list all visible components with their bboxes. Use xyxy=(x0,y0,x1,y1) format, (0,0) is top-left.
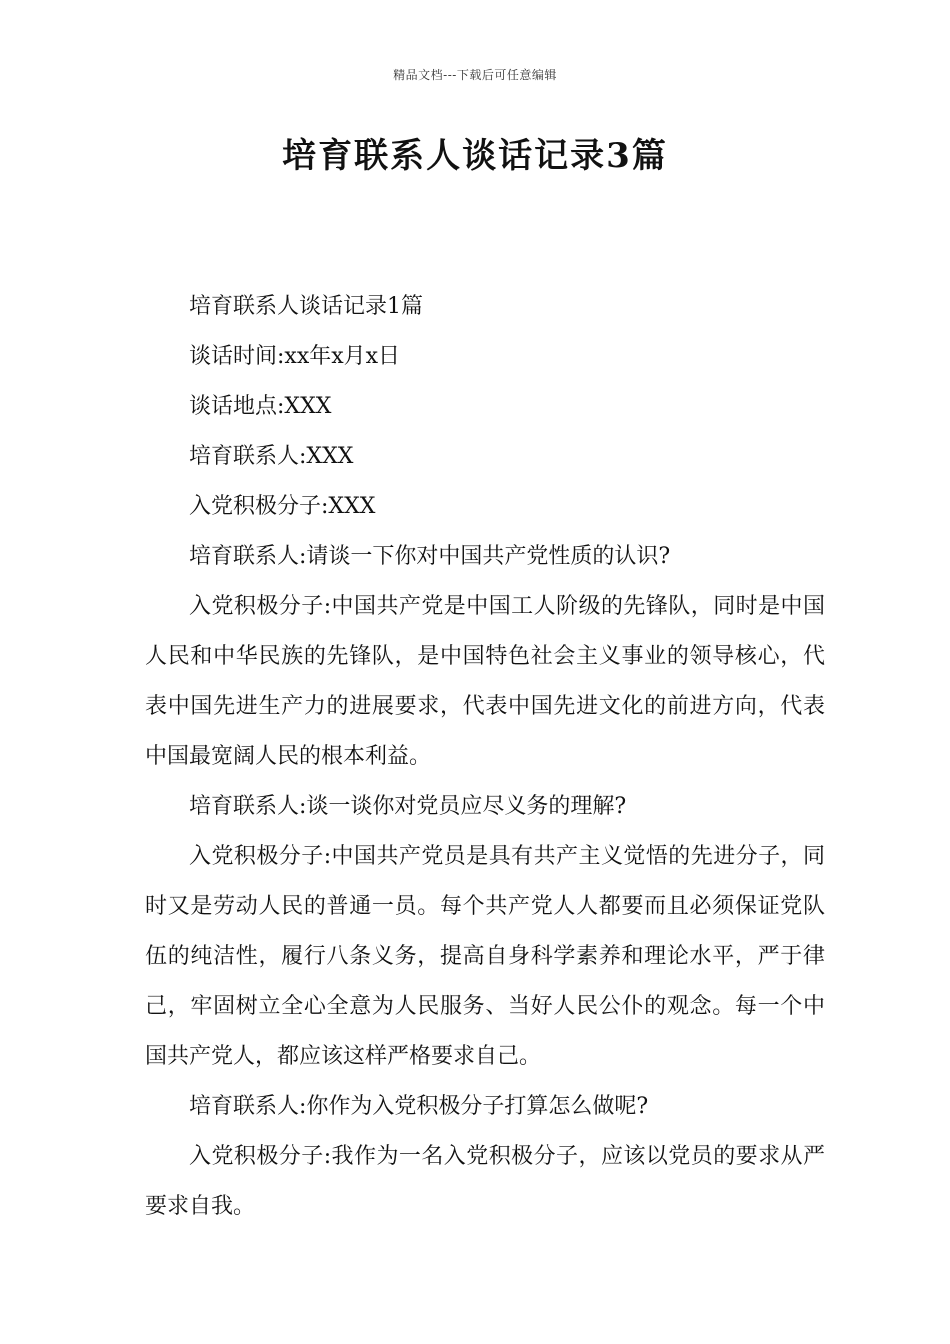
page-header: 精品文档---下载后可任意编辑 xyxy=(393,68,557,82)
paragraph-question-3: 培育联系人:你作为入党积极分子打算怎么做呢? xyxy=(189,1094,649,1119)
paragraph-contact-person: 培育联系人:XXX xyxy=(189,444,354,469)
paragraph-question-2: 培育联系人:谈一谈你对党员应尽义务的理解? xyxy=(189,794,627,819)
document-body xyxy=(145,282,825,1232)
paragraph-answer-1: 入党积极分子:中国共产党是中国工人阶级的先锋队，同时是中国人民和中华民族的先锋队，是中国特色社会主义事业的领导核心，代表中国先进生产力的进展要求，代表中国先进文化的前进方向，代表中国最宽阔人民的根本利益。 xyxy=(145,594,825,769)
paragraph-talk-location: 谈话地点:XXX xyxy=(189,394,332,419)
paragraph-question-1: 培育联系人:请谈一下你对中国共产党性质的认识? xyxy=(189,544,671,569)
document-title: 培育联系人谈话记录3篇 xyxy=(282,136,668,176)
paragraph-talk-time: 谈话时间:xx年x月x日 xyxy=(189,344,401,369)
paragraph-answer-2: 入党积极分子:中国共产党员是具有共产主义觉悟的先进分子，同时又是劳动人民的普通一员。每个共产党人人都要而且必须保证党队伍的纯洁性，履行八条义务，提高自身科学素养和理论水平，严于律己，牢固树立全心全意为人民服务、当好人民公仆的观念。每一个中国共产党人，都应该这样严格要求自己。 xyxy=(145,844,825,1069)
paragraph-answer-3: 入党积极分子:我作为一名入党积极分子，应该以党员的要求从严要求自我。 xyxy=(145,1144,825,1219)
paragraph-section-heading: 培育联系人谈话记录1篇 xyxy=(189,294,423,319)
paragraph-activist: 入党积极分子:XXX xyxy=(189,494,376,519)
